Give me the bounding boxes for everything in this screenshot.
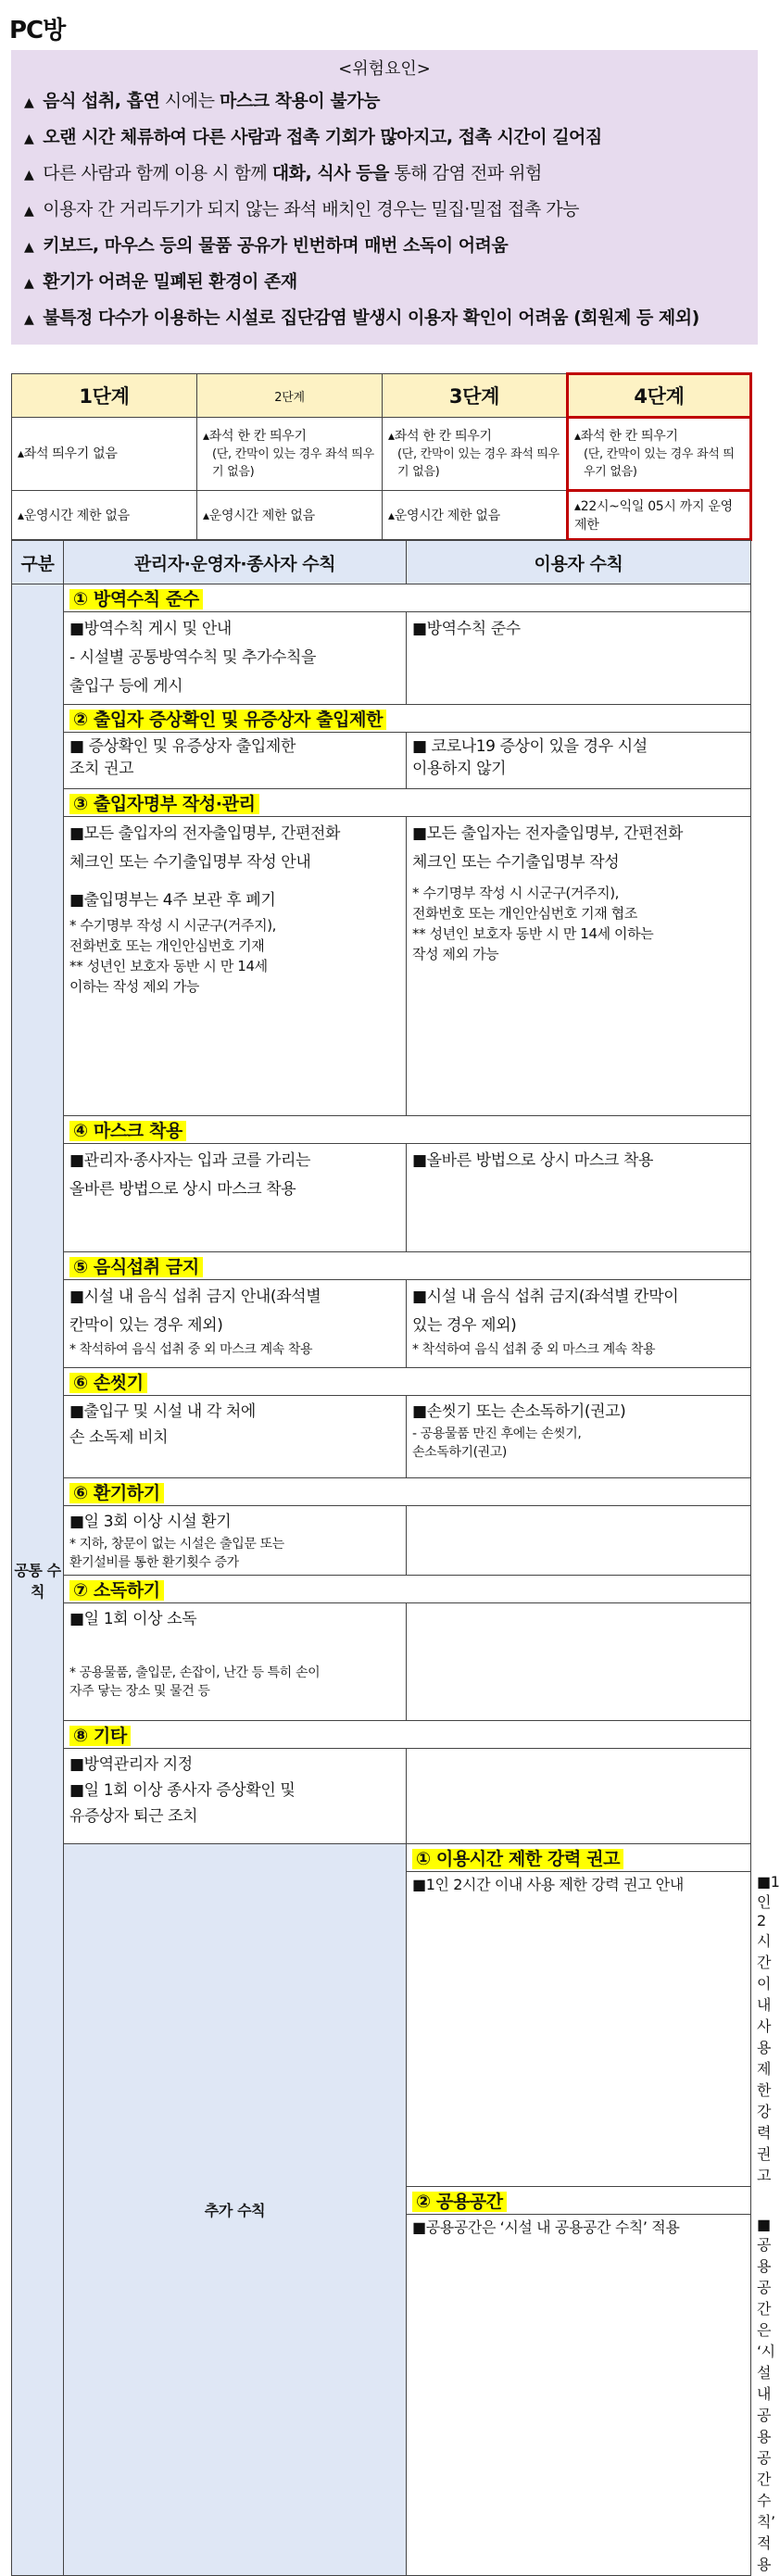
triangle-bullet-icon: ▲ xyxy=(24,168,34,182)
triangle-bullet-icon: ▲ xyxy=(24,204,34,219)
s9-user xyxy=(407,1749,751,1844)
risk-heading: <위험요인> xyxy=(338,59,431,79)
s9-manager: ■방역관리자 지정 ■일 1회 이상 종사자 증상확인 및 유증상자 퇴근 조치 xyxy=(64,1749,407,1844)
risk-item: ▲ 이용자 간 거리두기가 되지 않는 좌석 배치인 경우는 밀집·밀접 접촉 가능 xyxy=(24,199,579,220)
level-3-seat: ▴좌석 한 칸 띄우기 (단, 칸막이 있는 경우 좌석 띄우기 없음) xyxy=(383,418,568,491)
risk-item: ▲ 불특정 다수가 이용하는 시설로 집단감염 발생시 이용자 확인이 어려움 (회원제 등 제외) xyxy=(24,308,699,328)
e2-manager: ■공용공간은 ‘시설 내 공용공간 수칙’ 적용 xyxy=(407,2215,751,2576)
section-title: ② 공용공간 xyxy=(407,2187,751,2215)
category-common: 공통 수칙 xyxy=(12,584,64,2576)
section-title: ⑧ 기타 xyxy=(64,1721,751,1749)
s1-user: ■방역수칙 준수 xyxy=(407,612,751,705)
section-title: ③ 출입자명부 작성·관리 xyxy=(64,789,751,817)
triangle-bullet-icon: ▲ xyxy=(24,312,34,327)
risk-item: ▲ 음식 섭취, 흡연 시에는 마스크 착용이 불가능 xyxy=(24,91,380,111)
s8-manager: ■일 1회 이상 소독 * 공용물품, 출입문, 손잡이, 난간 등 특히 손이 자주 닿는 장소 및 물건 등 xyxy=(64,1603,407,1721)
s3-manager: ■모든 출입자의 전자출입명부, 간편전화 체크인 또는 수기출입명부 작성 안내 ■출입명부는 4주 보관 후 폐기 * 수기명부 작성 시 시군구(거주지), 전화번호 또는 개인안심번호 기재 ** 성년인 보호자 동반 시 만 14세 이하는 작성 제외 가능 xyxy=(64,817,407,1116)
s3-user: ■모든 출입자는 전자출입명부, 간편전화 체크인 또는 수기출입명부 작성 * 수기명부 작성 시 시군구(거주지), 전화번호 또는 개인안심번호 기재 협조 ** 성년인 보호자 동반 시 만 14세 이하는 작성 제외 가능 xyxy=(407,817,751,1116)
col-header-manager: 관리자·운영자·종사자 수칙 xyxy=(64,541,407,584)
level-1-hours: ▴운영시간 제한 없음 xyxy=(12,491,197,540)
level-3-hours: ▴운영시간 제한 없음 xyxy=(383,491,568,540)
triangle-bullet-icon: ▲ xyxy=(24,132,34,146)
level-1-seat: ▴좌석 띄우기 없음 xyxy=(12,418,197,491)
s2-user: ■ 코로나19 증상이 있을 경우 시설 이용하지 않기 xyxy=(407,733,751,789)
level-1-header: 1단계 xyxy=(12,374,197,418)
s8-user xyxy=(407,1603,751,1721)
s5-user: ■시설 내 음식 섭취 금지(좌석별 칸막이 있는 경우 제외) * 착석하여 음식 섭취 중 외 마스크 계속 착용 xyxy=(407,1280,751,1368)
risk-item: ▲ 환기가 어려운 밀폐된 환경이 존재 xyxy=(24,271,297,292)
s4-manager: ■관리자·종사자는 입과 코를 가리는 올바른 방법으로 상시 마스크 착용 xyxy=(64,1144,407,1252)
level-2-hours: ▴운영시간 제한 없음 xyxy=(197,491,383,540)
level-2-header: 2단계 xyxy=(197,374,383,418)
s6-manager: ■출입구 및 시설 내 각 처에 손 소독제 비치 xyxy=(64,1396,407,1478)
s7-manager: ■일 3회 이상 시설 환기 * 지하, 창문이 없는 시설은 출입문 또는 환기설비를 통한 환기횟수 증가 xyxy=(64,1506,407,1576)
risk-factors-box xyxy=(11,50,758,345)
risk-list xyxy=(11,83,758,336)
section-title: ⑤ 음식섭취 금지 xyxy=(64,1252,751,1280)
section-title: ① 방역수칙 준수 xyxy=(64,584,751,612)
s1-manager: ■방역수칙 게시 및 안내 - 시설별 공통방역수칙 및 추가수칙을 출입구 등에 게시 xyxy=(64,612,407,705)
risk-item: ▲ 키보드, 마우스 등의 물품 공유가 빈번하며 매번 소독이 어려움 xyxy=(24,235,509,256)
s6-user: ■손씻기 또는 손소독하기(권고) - 공용물품 만진 후에는 손씻기, 손소독하기(권고) xyxy=(407,1396,751,1478)
section-title: ⑥ 환기하기 xyxy=(64,1478,751,1506)
triangle-bullet-icon: ▲ xyxy=(24,240,34,255)
rules-table: 구분 관리자·운영자·종사자 수칙 이용자 수칙 공통 수칙 ① 방역수칙 준수 ■방역수칙 게시 및 안내 - 시설별 공통방역수칙 및 추가수칙을 출입구 등에 게시 ■방역수칙 준수 ② 출입자 증상확인 및 유증상자 출입제한 ■ 증상확인 및 유증상자 출입제한 조치 권고 ■ 코로나19 증상이 있을 경우 시설 이용하지 않기 ③ 출입자명부 작성·관리 ■모든 출입자의 전자출입명부, 간편전화 체크인 또는 수기출입명부 작성 안내 ■출입명부는 4주 보관 후 폐기 * 수기명부 작성 시 시군구(거주지), 전화번호 또는 개인안심번호 기재 ** 성년인 보호자 동반 시 만 14세 이하는 작성 제외 가능 ■모든 출입자는 전자출입명부, 간편전화 체크인 또는 수기출입명부 작성 * 수기명부 작성 시 시군구(거주지), 전화번호 또는 개인안심번호 기재 협조 ** 성년인 보호자 동반 시 만 14세 이하는 작성 제외 가능 ④ 마스크 착용 ■관리자·종사자는 입과 코를 가리는 올바른 방법으로 상시 마스크 착용 ■올바른 방법으로 상시 마스크 착용 ⑤ 음식섭취 금지 ■시설 내 음식 섭취 금지 안내(좌석별 칸막이 있는 경우 제외) * 착석하여 음식 섭취 중 외 마스크 계속 착용 ■시설 내 음식 섭취 금지(좌석별 칸막이 있는 경우 제외) * 착석하여 음식 섭취 중 외 마스크 계속 착용 ⑥ 손씻기 ■출입구 및 시설 내 각 처에 손 소독제 비치 ■손씻기 또는 손소독하기(권고) - 공용물품 만진 후에는 손씻기, 손소독하기(권고) ⑥ 환기하기 ■일 3회 이상 시설 환기 * 지하, 창문이 없는 시설은 출입문 또는 환기설비를 통한 환기횟수 증가 ⑦ 소독하기 ■일 1회 이상 소독 * 공용물품, 출입문, 손잡이, 난간 등 특히 손이 자주 닿는 장소 및 물건 등 ⑧ 기타 ■방역관리자 지정 ■일 1회 이상 종사자 증상확인 및 유증상자 퇴근 조치 추가 수칙 ① 이용시간 제한 강력 권고 ■1인 2시간 이내 사용 제한 강력 권고 안내 ■1인 2시간 이내 사용 제한 강력 권고 ② 공용공간 ■공용공간은 ‘시설 내 공용공간 수칙’ 적용 ■공용공간은 ‘시설 내 공용공간 수칙’ 적용 xyxy=(11,540,751,2576)
section-title: ④ 마스크 착용 xyxy=(64,1116,751,1144)
section-title: ⑥ 손씻기 xyxy=(64,1368,751,1396)
level-4-seat: ▴좌석 한 칸 띄우기 (단, 칸막이 있는 경우 좌석 띄우기 없음) xyxy=(568,418,751,491)
level-2-seat: ▴좌석 한 칸 띄우기 (단, 칸막이 있는 경우 좌석 띄우기 없음) xyxy=(197,418,383,491)
col-header-user: 이용자 수칙 xyxy=(407,541,751,584)
s4-user: ■올바른 방법으로 상시 마스크 착용 xyxy=(407,1144,751,1252)
page-title: PC방 xyxy=(9,17,66,44)
category-extra: 추가 수칙 xyxy=(64,1844,407,2576)
s5-manager: ■시설 내 음식 섭취 금지 안내(좌석별 칸막이 있는 경우 제외) * 착석하여 음식 섭취 중 외 마스크 계속 착용 xyxy=(64,1280,407,1368)
triangle-bullet-icon: ▲ xyxy=(24,95,34,110)
risk-item: ▲ 오랜 시간 체류하여 다른 사람과 접촉 기회가 많아지고, 접촉 시간이 길어짐 xyxy=(24,127,602,147)
risk-item: ▲ 다른 사람과 함께 이용 시 함께 대화, 식사 등을 통해 감염 전파 위험 xyxy=(24,163,542,183)
e1-manager: ■1인 2시간 이내 사용 제한 강력 권고 안내 xyxy=(407,1872,751,2187)
section-title: ⑦ 소독하기 xyxy=(64,1576,751,1603)
level-table xyxy=(11,372,752,541)
level-4-header: 4단계 xyxy=(568,374,751,418)
s2-manager: ■ 증상확인 및 유증상자 출입제한 조치 권고 xyxy=(64,733,407,789)
section-title: ② 출입자 증상확인 및 유증상자 출입제한 xyxy=(64,705,751,733)
s7-user xyxy=(407,1506,751,1576)
triangle-bullet-icon: ▲ xyxy=(24,276,34,291)
level-4-hours: ▴22시~익일 05시 까지 운영 제한 xyxy=(568,491,751,540)
section-title: ① 이용시간 제한 강력 권고 xyxy=(407,1844,751,1872)
level-3-header: 3단계 xyxy=(383,374,568,418)
col-header-category: 구분 xyxy=(12,541,64,584)
